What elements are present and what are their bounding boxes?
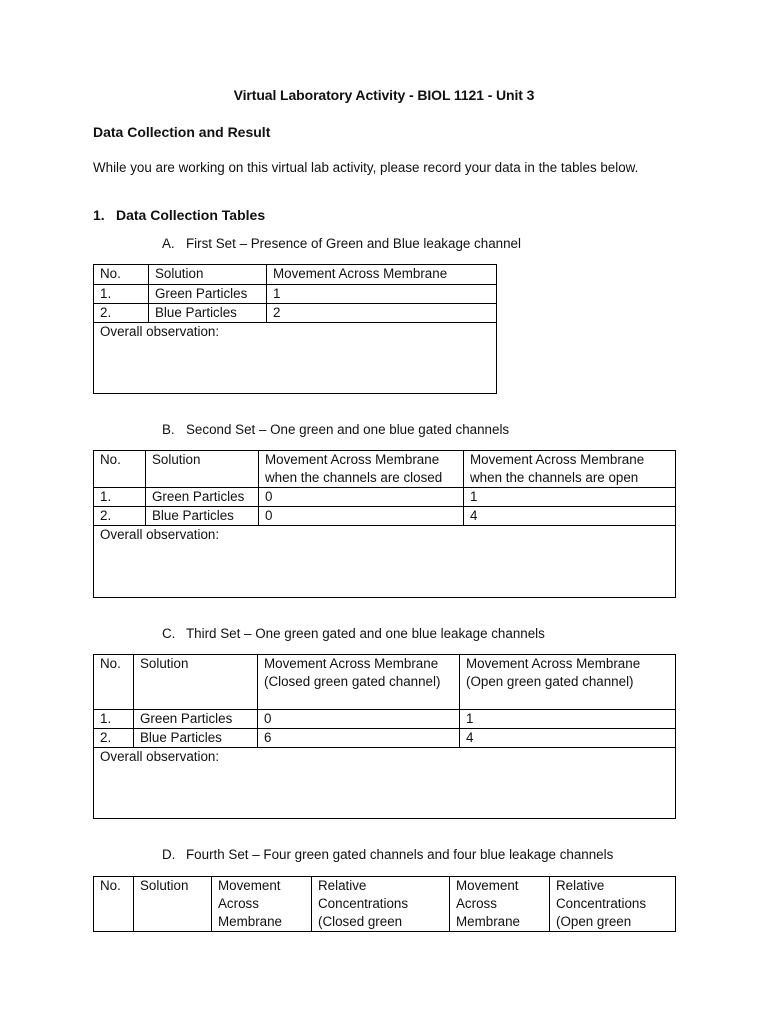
header-cell: Movement Across Membrane xyxy=(267,265,497,285)
set-c-label: Third Set – One green gated and one blue leakage channels xyxy=(186,626,545,641)
table-cell: Blue Particles xyxy=(146,507,259,526)
table-cell: 2. xyxy=(94,507,146,526)
table-cell: 6 xyxy=(258,729,460,748)
set-b-heading xyxy=(162,422,509,437)
header-cell: No. xyxy=(94,655,134,710)
observation-cell: Overall observation: xyxy=(94,526,676,598)
table-row xyxy=(94,304,497,323)
table-cell: 2 xyxy=(267,304,497,323)
observation-row xyxy=(94,323,497,394)
header-cell: Solution xyxy=(149,265,267,285)
header-cell: Relative Concentrations (Open green xyxy=(550,877,676,932)
header-cell: No. xyxy=(94,451,146,488)
header-cell: Movement Across Membrane xyxy=(212,877,312,932)
section-heading: Data Collection and Result xyxy=(93,124,271,140)
intro-paragraph: While you are working on this virtual lab activity, please record your data in the tables below. xyxy=(93,160,639,175)
set-d-label: Fourth Set – Four green gated channels and four blue leakage channels xyxy=(186,847,614,862)
table-header-row xyxy=(94,451,676,488)
table-set-c xyxy=(93,654,676,819)
set-d-heading xyxy=(162,847,613,862)
table-set-d xyxy=(93,876,676,932)
table-cell: 1. xyxy=(94,285,149,304)
table-cell: Blue Particles xyxy=(149,304,267,323)
header-cell: Relative Concentrations (Closed green xyxy=(312,877,450,932)
header-cell: Solution xyxy=(146,451,259,488)
header-cell: No. xyxy=(94,265,149,285)
set-a-heading xyxy=(162,236,521,251)
table-cell: 0 xyxy=(259,488,464,507)
header-cell: Movement Across Membrane (Closed green gated channel) xyxy=(258,655,460,710)
table-cell: 0 xyxy=(259,507,464,526)
table-cell: Green Particles xyxy=(149,285,267,304)
subsection-number: 1. xyxy=(93,207,105,223)
table-set-a xyxy=(93,264,497,394)
table-row xyxy=(94,488,676,507)
observation-row xyxy=(94,526,676,598)
header-cell: Movement Across Membrane (Open green gated channel) xyxy=(460,655,676,710)
table-cell: 1. xyxy=(94,488,146,507)
observation-row xyxy=(94,748,676,819)
header-cell: Movement Across Membrane when the channels are open xyxy=(464,451,676,488)
table-header-row xyxy=(94,265,497,285)
table-cell: Blue Particles xyxy=(134,729,258,748)
header-cell: Movement Across Membrane when the channels are closed xyxy=(259,451,464,488)
document-title: Virtual Laboratory Activity - BIOL 1121 - Unit 3 xyxy=(233,87,535,103)
table-cell: 4 xyxy=(460,729,676,748)
table-cell: Green Particles xyxy=(134,710,258,729)
table-row xyxy=(94,710,676,729)
subsection-heading xyxy=(93,207,265,223)
table-cell: 4 xyxy=(464,507,676,526)
observation-cell: Overall observation: xyxy=(94,323,497,394)
set-d-letter: D. xyxy=(162,847,176,862)
table-cell: Green Particles xyxy=(146,488,259,507)
table-cell: 2. xyxy=(94,729,134,748)
table-cell: 1 xyxy=(460,710,676,729)
table-row xyxy=(94,507,676,526)
table-set-b xyxy=(93,450,676,598)
header-cell: Solution xyxy=(134,655,258,710)
set-a-label: First Set – Presence of Green and Blue leakage channel xyxy=(186,236,521,251)
table-cell: 0 xyxy=(258,710,460,729)
table-cell: 1. xyxy=(94,710,134,729)
subsection-label: Data Collection Tables xyxy=(116,207,266,223)
header-cell: Solution xyxy=(134,877,212,932)
table-header-row xyxy=(94,877,676,932)
set-b-label: Second Set – One green and one blue gated channels xyxy=(186,422,510,437)
table-row xyxy=(94,285,497,304)
table-header-row xyxy=(94,655,676,710)
table-cell: 2. xyxy=(94,304,149,323)
set-b-letter: B. xyxy=(162,422,175,437)
set-c-heading xyxy=(162,626,545,641)
header-cell: Movement Across Membrane xyxy=(450,877,550,932)
observation-cell: Overall observation: xyxy=(94,748,676,819)
header-cell: No. xyxy=(94,877,134,932)
table-cell: 1 xyxy=(267,285,497,304)
set-a-letter: A. xyxy=(162,236,175,251)
set-c-letter: C. xyxy=(162,626,176,641)
table-row xyxy=(94,729,676,748)
table-cell: 1 xyxy=(464,488,676,507)
